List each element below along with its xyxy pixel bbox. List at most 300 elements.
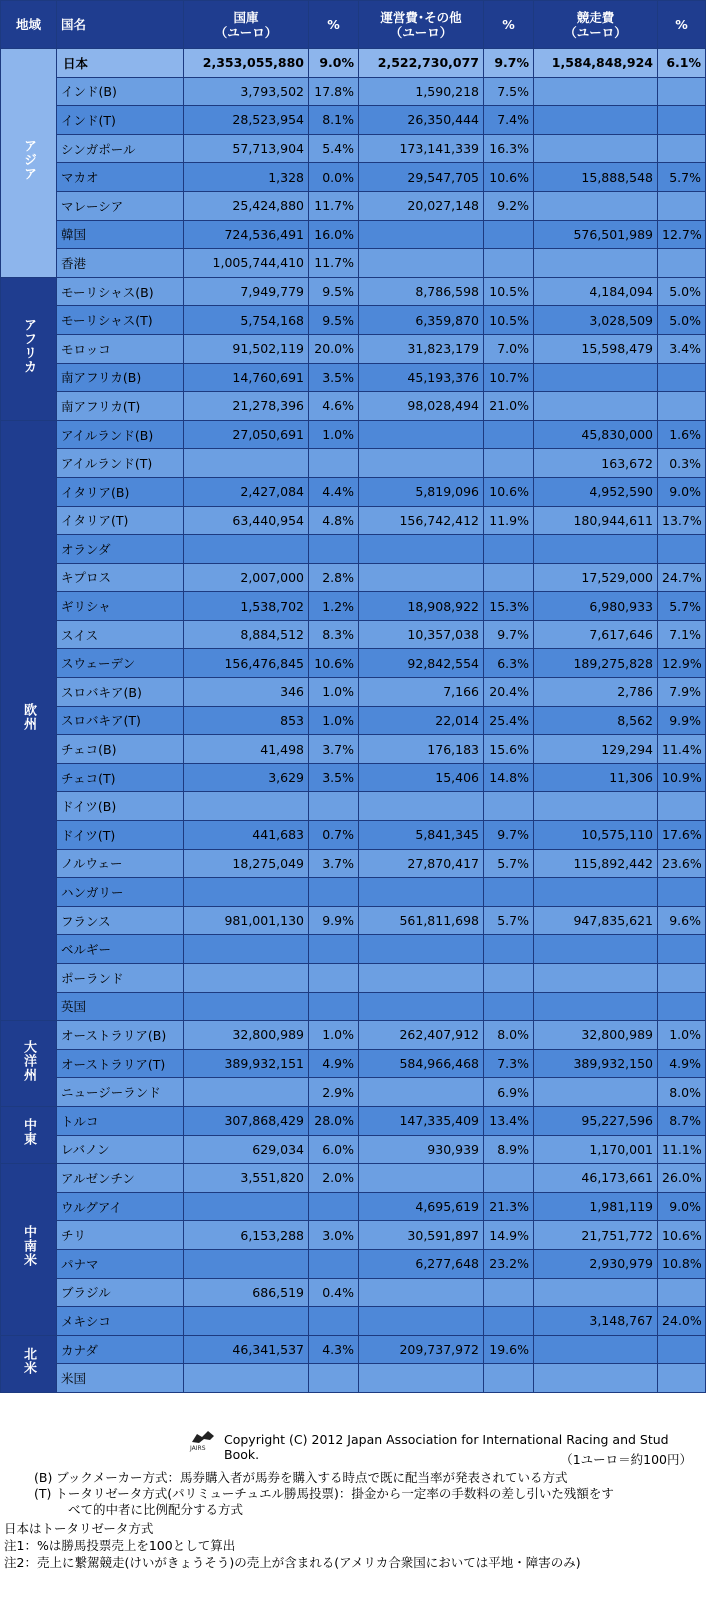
- racing-pct: 9.0%: [658, 477, 706, 506]
- treasury-value: 724,536,491: [184, 220, 309, 249]
- table-row: [1, 191, 706, 220]
- header-treasury-pct: %: [309, 1, 359, 49]
- racing-pct: 24.0%: [658, 1307, 706, 1336]
- country-name: スイス: [57, 620, 184, 649]
- operating-value: 930,939: [359, 1135, 484, 1164]
- racing-pct: 3.4%: [658, 334, 706, 363]
- treasury-value: 63,440,954: [184, 506, 309, 535]
- table-row: [1, 992, 706, 1021]
- header-region: 地域: [1, 1, 57, 49]
- racing-pct: 12.9%: [658, 649, 706, 678]
- racing-pct: 7.1%: [658, 620, 706, 649]
- country-name: イタリア(T): [57, 506, 184, 535]
- operating-value: [359, 1278, 484, 1307]
- country-name: インド(B): [57, 77, 184, 106]
- treasury-value: 28,523,954: [184, 106, 309, 135]
- racing-value: 2,930,979: [534, 1249, 658, 1278]
- racing-value: 115,892,442: [534, 849, 658, 878]
- country-name: ウルグアイ: [57, 1192, 184, 1221]
- treasury-value: 8,884,512: [184, 620, 309, 649]
- country-name: チリ: [57, 1221, 184, 1250]
- header-racing: 競走費 （ユーロ）: [534, 1, 658, 49]
- racing-value: 15,888,548: [534, 163, 658, 192]
- treasury-value: [184, 535, 309, 564]
- treasury-pct: 0.4%: [309, 1278, 359, 1307]
- country-name: アイルランド(B): [57, 420, 184, 449]
- region-label: 大洋州: [1, 1021, 57, 1107]
- racing-value: 3,148,767: [534, 1307, 658, 1336]
- treasury-value: 156,476,845: [184, 649, 309, 678]
- table-row: [1, 763, 706, 792]
- treasury-pct: 11.7%: [309, 249, 359, 278]
- racing-pct: [658, 106, 706, 135]
- treasury-value: 1,538,702: [184, 592, 309, 621]
- treasury-pct: [309, 792, 359, 821]
- treasury-pct: 1.2%: [309, 592, 359, 621]
- region-label: アフリカ: [1, 277, 57, 420]
- operating-pct: 7.5%: [484, 77, 534, 106]
- operating-value: [359, 935, 484, 964]
- treasury-value: 629,034: [184, 1135, 309, 1164]
- racing-value: [534, 878, 658, 907]
- racing-pct: 11.4%: [658, 735, 706, 764]
- table-row: [1, 620, 706, 649]
- treasury-pct: 2.0%: [309, 1164, 359, 1193]
- operating-value: 2,522,730,077: [359, 49, 484, 78]
- table-row: [1, 849, 706, 878]
- table-row: [1, 1164, 706, 1193]
- table-row: [1, 1078, 706, 1107]
- treasury-value: 2,427,084: [184, 477, 309, 506]
- treasury-value: 981,001,130: [184, 906, 309, 935]
- racing-value: 32,800,989: [534, 1021, 658, 1050]
- racing-pct: 10.6%: [658, 1221, 706, 1250]
- treasury-value: 441,683: [184, 821, 309, 850]
- operating-value: [359, 992, 484, 1021]
- country-name: ベルギー: [57, 935, 184, 964]
- treasury-pct: [309, 992, 359, 1021]
- country-name: キプロス: [57, 563, 184, 592]
- racing-value: [534, 1335, 658, 1364]
- operating-value: 26,350,444: [359, 106, 484, 135]
- operating-value: 262,407,912: [359, 1021, 484, 1050]
- treasury-value: 307,868,429: [184, 1106, 309, 1135]
- racing-value: [534, 249, 658, 278]
- treasury-value: 21,278,396: [184, 392, 309, 421]
- treasury-pct: 8.1%: [309, 106, 359, 135]
- operating-value: [359, 1364, 484, 1393]
- country-name: カナダ: [57, 1335, 184, 1364]
- operating-pct: 7.4%: [484, 106, 534, 135]
- treasury-pct: 3.0%: [309, 1221, 359, 1250]
- operating-pct: 14.9%: [484, 1221, 534, 1250]
- table-row: [1, 1135, 706, 1164]
- operating-pct: 19.6%: [484, 1335, 534, 1364]
- operating-value: 45,193,376: [359, 363, 484, 392]
- treasury-pct: 17.8%: [309, 77, 359, 106]
- treasury-value: [184, 1078, 309, 1107]
- country-name: スロバキア(B): [57, 678, 184, 707]
- racing-value: 1,170,001: [534, 1135, 658, 1164]
- operating-pct: 15.6%: [484, 735, 534, 764]
- racing-value: 45,830,000: [534, 420, 658, 449]
- note-totalizator-cont: べて的中者に比例配分する方式: [68, 1502, 244, 1517]
- operating-value: [359, 878, 484, 907]
- country-name: ドイツ(B): [57, 792, 184, 821]
- country-name: 韓国: [57, 220, 184, 249]
- table-row: [1, 1221, 706, 1250]
- table-row: [1, 277, 706, 306]
- table-row: [1, 420, 706, 449]
- country-name: 南アフリカ(B): [57, 363, 184, 392]
- country-name: ニュージーランド: [57, 1078, 184, 1107]
- operating-value: [359, 420, 484, 449]
- table-row: [1, 535, 706, 564]
- operating-value: [359, 563, 484, 592]
- region-label: アジア: [1, 49, 57, 278]
- operating-value: 27,870,417: [359, 849, 484, 878]
- racing-value: [534, 992, 658, 1021]
- operating-pct: 14.8%: [484, 763, 534, 792]
- treasury-pct: [309, 535, 359, 564]
- racing-value: [534, 392, 658, 421]
- table-row: [1, 77, 706, 106]
- racing-pct: 9.6%: [658, 906, 706, 935]
- operating-pct: [484, 1307, 534, 1336]
- operating-value: [359, 535, 484, 564]
- racing-pct: [658, 792, 706, 821]
- treasury-value: [184, 878, 309, 907]
- country-name: スロバキア(T): [57, 706, 184, 735]
- operating-value: 7,166: [359, 678, 484, 707]
- svg-text:JAIRS: JAIRS: [190, 1445, 206, 1452]
- racing-pct: [658, 1335, 706, 1364]
- operating-pct: [484, 992, 534, 1021]
- treasury-pct: 3.5%: [309, 363, 359, 392]
- country-name: ドイツ(T): [57, 821, 184, 850]
- treasury-pct: [309, 878, 359, 907]
- country-name: アルゼンチン: [57, 1164, 184, 1193]
- treasury-value: 853: [184, 706, 309, 735]
- table-body: [1, 49, 706, 1393]
- treasury-pct: 2.8%: [309, 563, 359, 592]
- racing-value: 46,173,661: [534, 1164, 658, 1193]
- table-row: [1, 392, 706, 421]
- racing-value: 163,672: [534, 449, 658, 478]
- table-row: [1, 1249, 706, 1278]
- operating-value: 15,406: [359, 763, 484, 792]
- racing-pct: 8.7%: [658, 1106, 706, 1135]
- country-name: 英国: [57, 992, 184, 1021]
- operating-pct: 5.7%: [484, 906, 534, 935]
- country-name: モーリシャス(B): [57, 277, 184, 306]
- treasury-pct: [309, 449, 359, 478]
- operating-pct: 6.3%: [484, 649, 534, 678]
- racing-pct: [658, 1364, 706, 1393]
- operating-value: 176,183: [359, 735, 484, 764]
- note-japan: 日本はトータリゼータ方式: [4, 1521, 154, 1536]
- treasury-pct: 9.0%: [309, 49, 359, 78]
- note-1: 注1：%は勝馬投票売上を100として算出: [4, 1538, 236, 1553]
- table-row: [1, 1049, 706, 1078]
- treasury-value: 5,754,168: [184, 306, 309, 335]
- table-row: [1, 649, 706, 678]
- operating-pct: [484, 1364, 534, 1393]
- treasury-pct: 9.5%: [309, 306, 359, 335]
- operating-value: 30,591,897: [359, 1221, 484, 1250]
- table-row: [1, 821, 706, 850]
- country-name: チェコ(B): [57, 735, 184, 764]
- treasury-value: [184, 1364, 309, 1393]
- operating-pct: 23.2%: [484, 1249, 534, 1278]
- operating-pct: [484, 249, 534, 278]
- operating-pct: 6.9%: [484, 1078, 534, 1107]
- racing-value: [534, 1364, 658, 1393]
- country-name: チェコ(T): [57, 763, 184, 792]
- treasury-pct: [309, 1307, 359, 1336]
- racing-pct: 5.7%: [658, 163, 706, 192]
- operating-value: 10,357,038: [359, 620, 484, 649]
- operating-value: 5,819,096: [359, 477, 484, 506]
- table-row: [1, 477, 706, 506]
- header-operating: 運営費･その他 （ユーロ）: [359, 1, 484, 49]
- operating-pct: 9.7%: [484, 620, 534, 649]
- racing-value: 4,184,094: [534, 277, 658, 306]
- table-row: [1, 249, 706, 278]
- operating-pct: [484, 935, 534, 964]
- operating-pct: 10.6%: [484, 163, 534, 192]
- operating-pct: 10.5%: [484, 306, 534, 335]
- operating-pct: [484, 220, 534, 249]
- table-row: [1, 163, 706, 192]
- country-name: ポーランド: [57, 964, 184, 993]
- table-row: [1, 592, 706, 621]
- operating-pct: 8.0%: [484, 1021, 534, 1050]
- racing-pct: 10.9%: [658, 763, 706, 792]
- racing-value: 10,575,110: [534, 821, 658, 850]
- exchange-rate-note: （1ユーロ＝約100円）: [560, 1452, 692, 1467]
- treasury-value: 1,005,744,410: [184, 249, 309, 278]
- racing-pct: 5.0%: [658, 277, 706, 306]
- operating-pct: 5.7%: [484, 849, 534, 878]
- racing-pct: 9.0%: [658, 1192, 706, 1221]
- treasury-pct: 4.4%: [309, 477, 359, 506]
- treasury-pct: 4.9%: [309, 1049, 359, 1078]
- treasury-pct: 0.7%: [309, 821, 359, 850]
- header-operating-pct: %: [484, 1, 534, 49]
- table-row: [1, 220, 706, 249]
- country-name: オーストラリア(B): [57, 1021, 184, 1050]
- treasury-value: 57,713,904: [184, 134, 309, 163]
- treasury-pct: 6.0%: [309, 1135, 359, 1164]
- operating-value: 29,547,705: [359, 163, 484, 192]
- country-name: パナマ: [57, 1249, 184, 1278]
- operating-pct: [484, 563, 534, 592]
- racing-pct: 0.3%: [658, 449, 706, 478]
- racing-value: 7,617,646: [534, 620, 658, 649]
- header-treasury: 国庫 （ユーロ）: [184, 1, 309, 49]
- racing-value: [534, 792, 658, 821]
- table-row: [1, 1192, 706, 1221]
- treasury-value: 3,793,502: [184, 77, 309, 106]
- treasury-pct: 3.5%: [309, 763, 359, 792]
- racing-value: 11,306: [534, 763, 658, 792]
- treasury-value: [184, 935, 309, 964]
- operating-pct: [484, 535, 534, 564]
- treasury-pct: 9.9%: [309, 906, 359, 935]
- treasury-value: [184, 964, 309, 993]
- operating-pct: 16.3%: [484, 134, 534, 163]
- operating-pct: 11.9%: [484, 506, 534, 535]
- operating-pct: 8.9%: [484, 1135, 534, 1164]
- treasury-value: 32,800,989: [184, 1021, 309, 1050]
- country-name: シンガポール: [57, 134, 184, 163]
- racing-value: [534, 106, 658, 135]
- operating-value: 8,786,598: [359, 277, 484, 306]
- treasury-value: 27,050,691: [184, 420, 309, 449]
- operating-value: 584,966,468: [359, 1049, 484, 1078]
- racing-value: [534, 935, 658, 964]
- operating-value: 22,014: [359, 706, 484, 735]
- treasury-value: [184, 992, 309, 1021]
- operating-pct: 25.4%: [484, 706, 534, 735]
- treasury-pct: 5.4%: [309, 134, 359, 163]
- racing-value: 8,562: [534, 706, 658, 735]
- table-row: [1, 563, 706, 592]
- racing-pct: 7.9%: [658, 678, 706, 707]
- racing-value: [534, 1278, 658, 1307]
- table-row: [1, 678, 706, 707]
- racing-value: [534, 191, 658, 220]
- operating-pct: 21.3%: [484, 1192, 534, 1221]
- racing-pct: [658, 249, 706, 278]
- operating-pct: 9.7%: [484, 821, 534, 850]
- racing-value: 947,835,621: [534, 906, 658, 935]
- racing-pct: 5.7%: [658, 592, 706, 621]
- country-name: トルコ: [57, 1106, 184, 1135]
- country-name: オーストラリア(T): [57, 1049, 184, 1078]
- treasury-value: 389,932,151: [184, 1049, 309, 1078]
- treasury-value: 3,551,820: [184, 1164, 309, 1193]
- racing-pct: 17.6%: [658, 821, 706, 850]
- racing-value: 180,944,611: [534, 506, 658, 535]
- treasury-pct: 1.0%: [309, 1021, 359, 1050]
- region-label: 欧州: [1, 420, 57, 1020]
- table-row: [1, 878, 706, 907]
- treasury-value: 91,502,119: [184, 334, 309, 363]
- table-row: [1, 906, 706, 935]
- table-row: [1, 506, 706, 535]
- operating-pct: [484, 1164, 534, 1193]
- operating-value: [359, 1164, 484, 1193]
- racing-pct: [658, 992, 706, 1021]
- treasury-pct: 10.6%: [309, 649, 359, 678]
- country-name: ギリシャ: [57, 592, 184, 621]
- header-racing-pct: %: [658, 1, 706, 49]
- treasury-pct: 4.8%: [309, 506, 359, 535]
- country-name: ハンガリー: [57, 878, 184, 907]
- racing-pct: 26.0%: [658, 1164, 706, 1193]
- copyright-text: Copyright (C) 2012 Japan Association for International Racing and Stud Book.: [224, 1432, 669, 1462]
- table-row: [1, 106, 706, 135]
- operating-value: 98,028,494: [359, 392, 484, 421]
- racing-value: 17,529,000: [534, 563, 658, 592]
- treasury-pct: [309, 935, 359, 964]
- treasury-pct: 2.9%: [309, 1078, 359, 1107]
- operating-value: 18,908,922: [359, 592, 484, 621]
- table-row: [1, 1335, 706, 1364]
- treasury-pct: 9.5%: [309, 277, 359, 306]
- treasury-value: 346: [184, 678, 309, 707]
- racing-value: [534, 964, 658, 993]
- header-country: 国名: [57, 1, 184, 49]
- racing-pct: [658, 363, 706, 392]
- treasury-pct: 4.6%: [309, 392, 359, 421]
- treasury-value: 6,153,288: [184, 1221, 309, 1250]
- region-label: 北米: [1, 1335, 57, 1392]
- header-row: [1, 1, 706, 49]
- country-name: オランダ: [57, 535, 184, 564]
- racing-pct: [658, 77, 706, 106]
- treasury-pct: [309, 1192, 359, 1221]
- racing-value: 1,584,848,924: [534, 49, 658, 78]
- treasury-pct: 4.3%: [309, 1335, 359, 1364]
- treasury-value: 18,275,049: [184, 849, 309, 878]
- region-label: 中東: [1, 1106, 57, 1163]
- operating-value: [359, 1078, 484, 1107]
- racing-value: 189,275,828: [534, 649, 658, 678]
- country-name: 香港: [57, 249, 184, 278]
- treasury-value: [184, 1307, 309, 1336]
- operating-value: 4,695,619: [359, 1192, 484, 1221]
- treasury-pct: [309, 1249, 359, 1278]
- racing-value: 95,227,596: [534, 1106, 658, 1135]
- racing-pct: [658, 964, 706, 993]
- operating-value: 31,823,179: [359, 334, 484, 363]
- racing-value: 389,932,150: [534, 1049, 658, 1078]
- operating-value: 147,335,409: [359, 1106, 484, 1135]
- country-name: ブラジル: [57, 1278, 184, 1307]
- racing-value: [534, 77, 658, 106]
- table-row: [1, 334, 706, 363]
- racing-value: 2,786: [534, 678, 658, 707]
- treasury-value: 686,519: [184, 1278, 309, 1307]
- table-row: [1, 49, 706, 78]
- treasury-value: 46,341,537: [184, 1335, 309, 1364]
- operating-pct: [484, 792, 534, 821]
- country-name: 南アフリカ(T): [57, 392, 184, 421]
- operating-value: 92,842,554: [359, 649, 484, 678]
- treasury-pct: [309, 1364, 359, 1393]
- country-name: アイルランド(T): [57, 449, 184, 478]
- operating-value: 1,590,218: [359, 77, 484, 106]
- operating-value: 173,141,339: [359, 134, 484, 163]
- table-row: [1, 363, 706, 392]
- treasury-pct: 1.0%: [309, 706, 359, 735]
- racing-value: [534, 1078, 658, 1107]
- operating-value: [359, 449, 484, 478]
- operating-value: [359, 792, 484, 821]
- treasury-pct: 28.0%: [309, 1106, 359, 1135]
- racing-pct: [658, 134, 706, 163]
- operating-value: 20,027,148: [359, 191, 484, 220]
- racing-pct: 11.1%: [658, 1135, 706, 1164]
- racing-pct: 1.0%: [658, 1021, 706, 1050]
- racing-pct: 8.0%: [658, 1078, 706, 1107]
- region-label: 中南米: [1, 1164, 57, 1336]
- table-row: [1, 935, 706, 964]
- operating-pct: 7.0%: [484, 334, 534, 363]
